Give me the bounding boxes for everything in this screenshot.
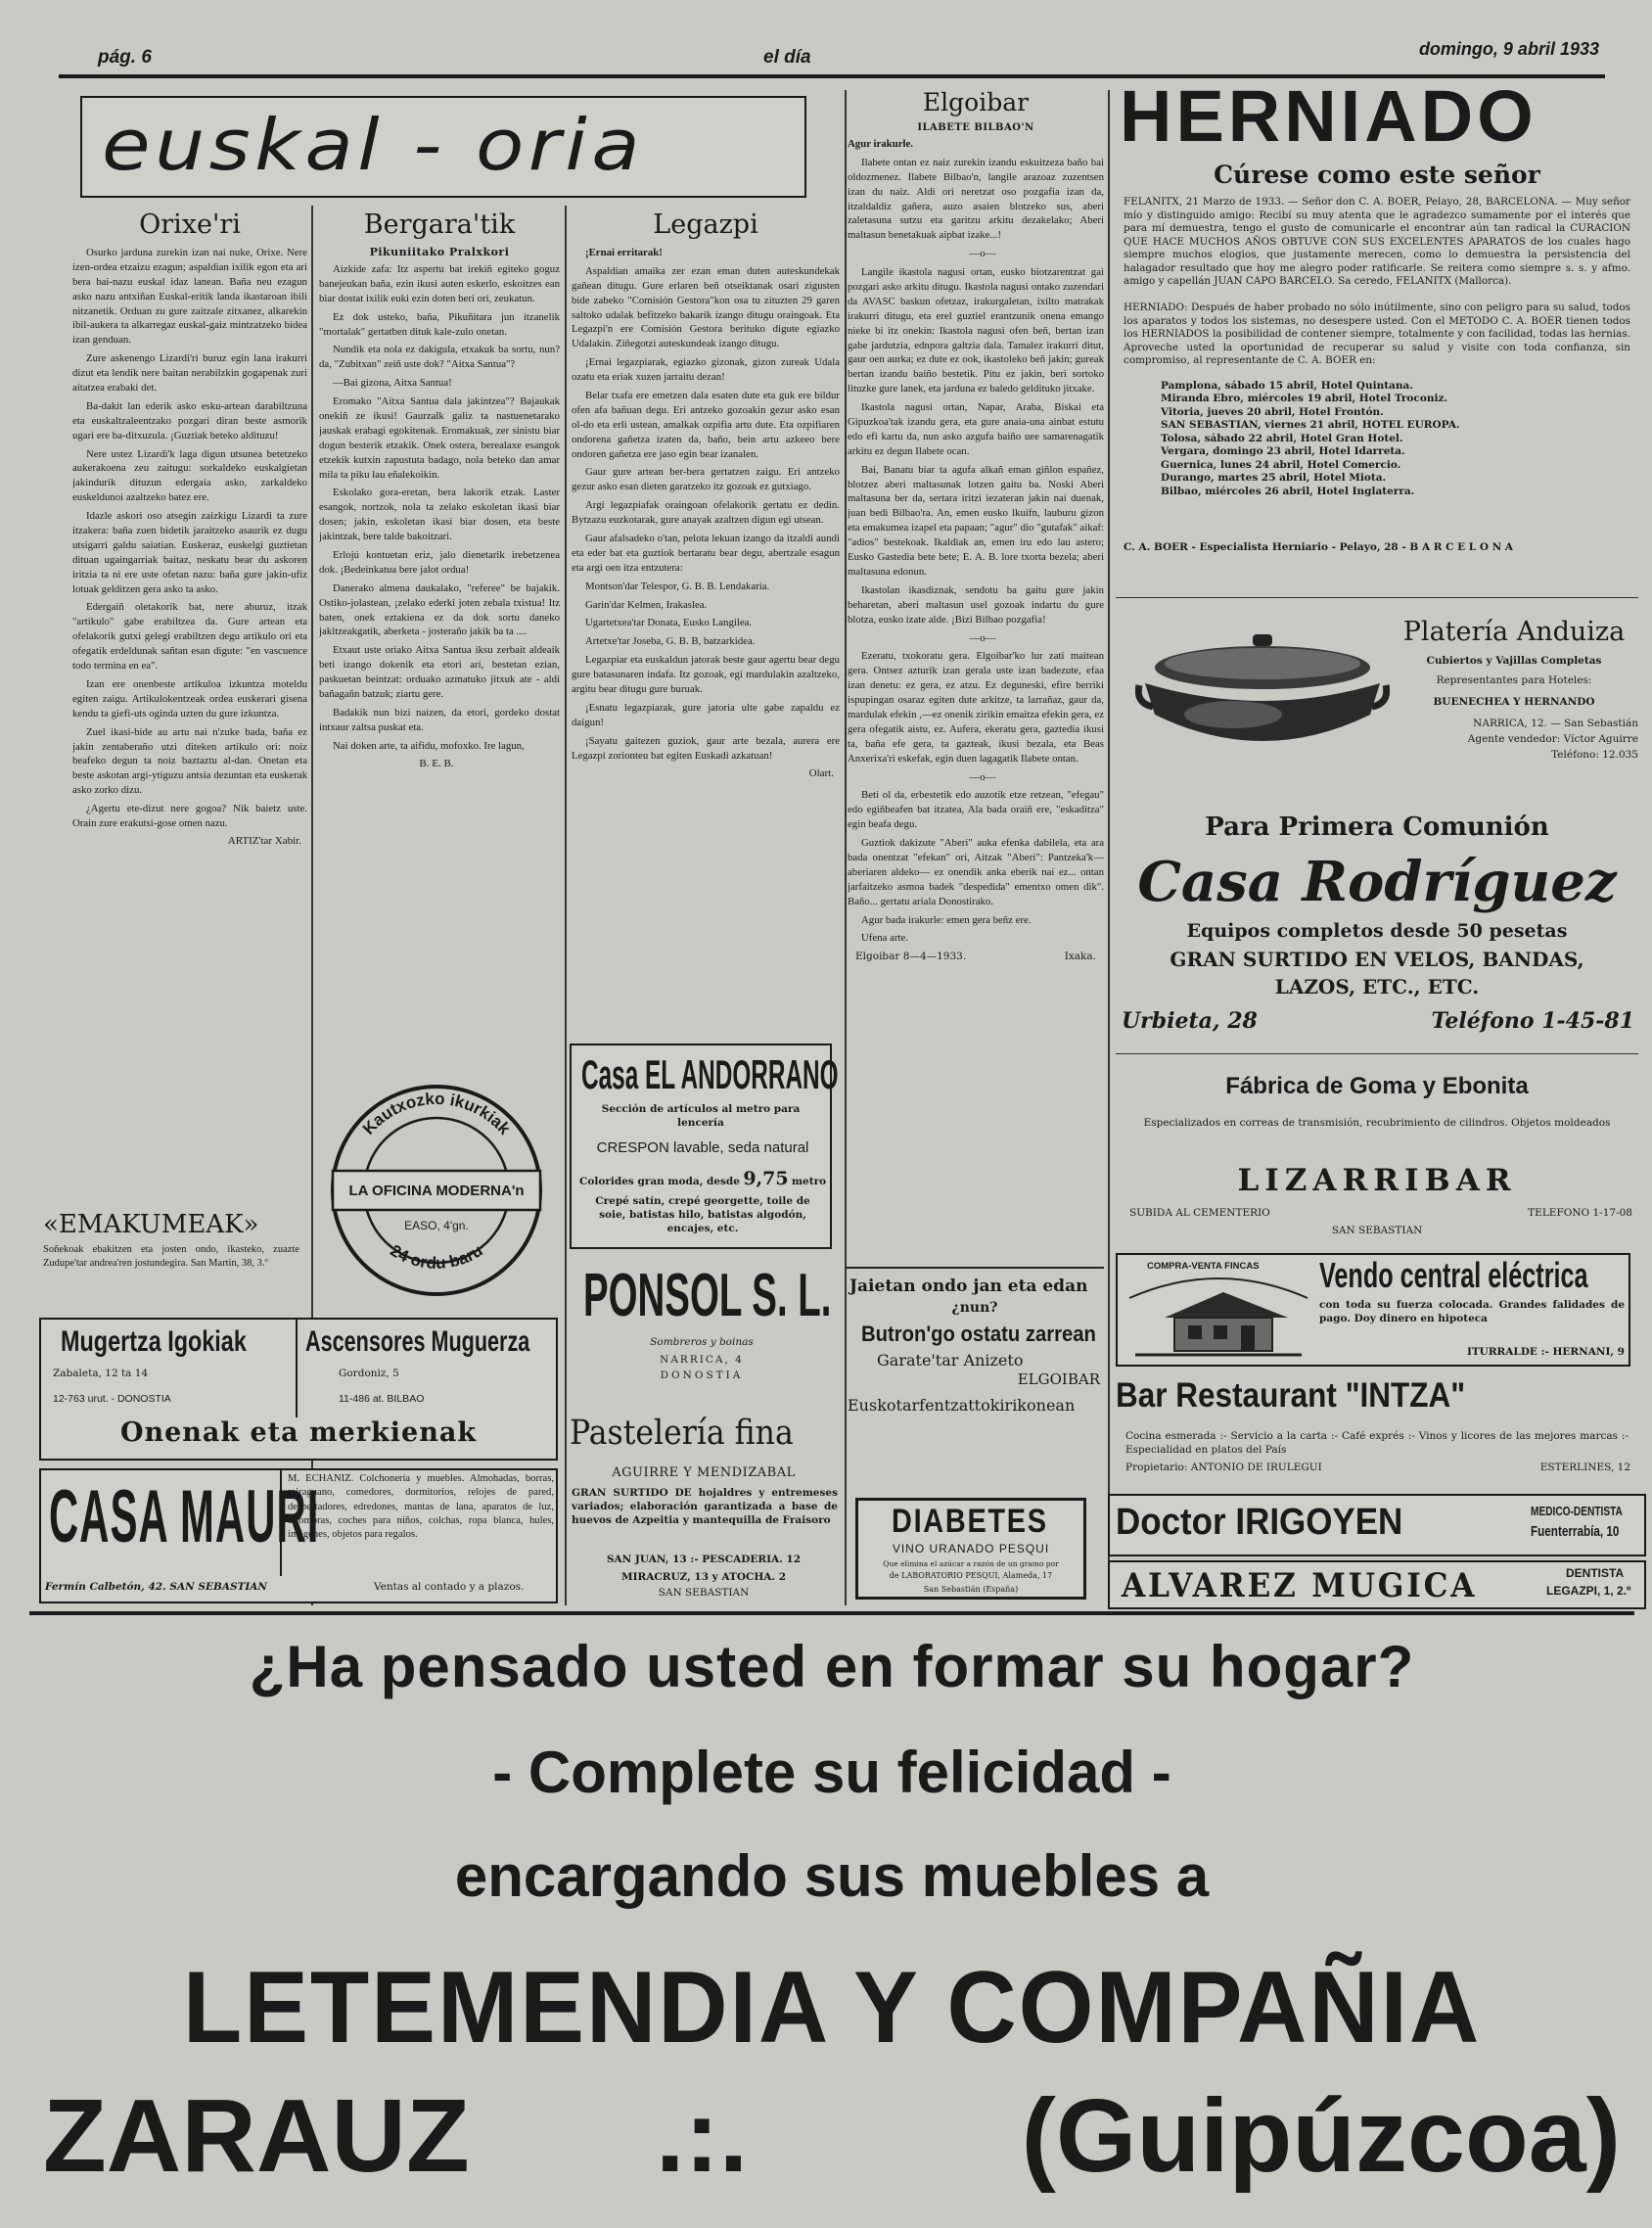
casa-mauri-logo: [41, 1470, 320, 1576]
paragraph: Gaur afalsadeko o'tan, pelota lekuan izango da itzaldi aundi eta eder bat eta guztiok bertaratu bear degu, abertzale esagun eta argi oen itza entzutera:: [572, 533, 840, 574]
paragraph: Ikastola nagusi ortan, Napar, Araba, Biskai eta Gipuzkoa'tak izandu gera, eta gure anaia-una ainbat estutu edo efi kartu da, nun asko azgufa baiño uee samarenagatik arkitu ez degun Ilabete ocan.: [848, 401, 1104, 457]
ad-separator: .:.: [656, 2078, 749, 2194]
ad-title: Doctor IRIGOYEN: [1116, 1502, 1403, 1543]
article-heading: Legazpi: [653, 209, 758, 240]
mugertza-left: [41, 1320, 298, 1417]
article-subhead: Pikuniitako Pralxkori: [369, 246, 510, 258]
paragraph: —Bai gizona, Aitxa Santua!: [333, 377, 452, 390]
city-item: Vergara, domingo 23 abril, Hotel Idarreta.: [1161, 445, 1405, 458]
ad-price: 9,75: [743, 1168, 789, 1189]
svg-text:Kautxozko ikurkiak: [359, 1090, 515, 1138]
col-divider: [565, 206, 567, 1605]
ad-title: Mugertza Igokiak: [61, 1325, 247, 1358]
stamp-address: EASO, 4'gn.: [404, 1219, 469, 1232]
paragraph: Artetxe'tar Joseba, G. B. B, batzarkidea.: [585, 635, 756, 648]
paragraph: Ezeratu, txokoratu gera. Elgoibar'ko lur zati maitean gera. Ontsez azturik izan gerala uste izan badezute, efaa izan denetu: ez gera, ez atzu. Ez deguneski, efire berriki ispupingan osaraz egiten dute arkitze, ta larrañaz, gaur da, mardulak efekin ,—ez onenik zirikin emaitza efekin gera, ez gera ofegatik aistu, ez. Aufera, ekeratu gera, gaztedia ikusi ta, baña efe gera, ta gazteak, ikusi bezala, eta Beas Anxerixa'ri eskefak, egin duen lagagatik Ilabete ontan.: [848, 650, 1104, 765]
paragraph: Badakik nun bizi naizen, da etori, gordeko dostat intxaur zaltsa puskat eta.: [319, 706, 560, 733]
ad-question: Jaietan ondo jan eta edan: [849, 1276, 1088, 1296]
article-orixeri: [72, 206, 307, 1312]
intza-ad: [1116, 1372, 1638, 1482]
dateline: Elgoibar 8—4—1933.: [855, 951, 967, 963]
ad-owner: Garate'tar Anizeto: [877, 1351, 1024, 1369]
divider: [1116, 1053, 1638, 1054]
ad-address: MIRACRUZ, 13 y ATOCHA. 2: [620, 1571, 787, 1583]
paragraph: Legazpiar eta euskaldun jatorak beste gaur agertu bear degu gure batasunaren indafa. Itz gozoak, egi mardulakin azaltzeko, argitu bear ditugu gure buruak.: [572, 654, 840, 696]
paragraph: Argi legazpiafak oraingoan ofelakorik gertatu ez dedin. Bytzazu euzkotarak, gure anayak azaltzen digun egi utsean.: [572, 499, 840, 527]
article-heading: Bergara'tik: [363, 209, 516, 240]
paragraph: Nai doken arte, ta aifidu, mofoxko. Ire lagun,: [333, 739, 525, 752]
ad-address: SUBIDA AL CEMENTERIO: [1129, 1207, 1270, 1219]
article-heading: Elgoibar: [922, 88, 1030, 116]
paragraph: Ez dok usteko, baña, Pikuñitara jun itzanelik "mortalak" gertatben dituk kale-zulo onetan.: [319, 310, 560, 338]
ad-address: Urbieta, 28: [1122, 1008, 1258, 1034]
signature: ARTIZ'tar Xabir.: [227, 834, 301, 847]
paragraph: Beti ol da, erbestetik edo auzotik etze retzean, "efegau" edo egiñbeafen bat itzatea, Ala bada oraiñ ere, "eskaditza" egin beafa degu.: [848, 789, 1104, 831]
ad-town: ELGOIBAR: [1017, 1370, 1100, 1388]
city-item: Durango, martes 25 abril, Hotel Miota.: [1161, 472, 1387, 485]
paragraph: Edergaiñ oletakorik bat, nere aburuz, itzak "artikulo" gabe erabiltzea da. Gure artean eta ofelakorik gutxi gelegi erabiltzen degu artikulo ori eta ofegatik erdeldunak sañtan esan digute: "en vascuence todo termina en ea".: [72, 601, 307, 673]
paragraph: ¿Agertu ete-dizut nere gogoa? Nik baietz uste. Orain zure erakutsi-gose omen nazu.: [72, 803, 307, 829]
signature: B. E. B.: [419, 757, 454, 769]
ad-badge: COMPRA-VENTA FINCAS: [1147, 1261, 1260, 1272]
paragraph: Zuel ikasi-bide au artu nai n'zuke bada, baña ez jakin zentaberaño utzi diteken artikulo ori: noiz beafeko degun ta noiz baztaztu al-dan. Onetan eta beste askotan argi-ytiguzu antsia dezuntan eta euskerak asko zorko dizu.: [72, 725, 307, 797]
ad-company-name: LETEMENDIA Y COMPAÑIA: [182, 1951, 1482, 2065]
ad-subtitle: AGUIRRE Y MENDIZABAL: [612, 1465, 796, 1480]
ad-address: Gordoniz, 5: [339, 1368, 399, 1379]
paragraph: Belar txafa ere emetzen dala esaten dute eta guk ere bildur ofen afa bañuan degu. Eri antzeko gozoakin gezur asko esan ol-do eta erli ustean, amalkak ozpifia artu dute. Eta ozpifiaren ondorena gañetza izaten da, baño, bein artu azkeeo bere ondoren gañetza ere jaso egin bear izanalen.: [572, 390, 840, 460]
ad-title: «EMAKUMEAK»: [43, 1210, 259, 1239]
ad-title: HERNIADO: [1120, 75, 1537, 157]
andorrano-ad: [570, 1044, 839, 1249]
ad-title: Butron'go ostatu zarrean: [861, 1322, 1096, 1346]
goma-ad: [1116, 1053, 1638, 1249]
city-item: Tolosa, sábado 22 abril, Hotel Gran Hotel.: [1161, 432, 1403, 444]
ad-line: encargando sus muebles a: [454, 1843, 1210, 1909]
city-item: Bilbao, miércoles 26 abril, Hotel Inglaterra.: [1161, 485, 1415, 497]
ad-line: Cubiertos y Vajillas Completas: [1426, 655, 1602, 667]
paragraph: Idazle askori oso atsegin zaizkigu Lizardi ta zure itzakera: baña zuen bidetik jaraitzeko asaurik ez dugu utsigarri galdu saiatian. Euskeraz, euskelgi guztietan dituan ugaingarriak baitaz, neskatu bear du askoren iritzia ta ni ere uste ofetan nazu: baña gure jakin-ufiz lotuak gelditzen gera asko ta asko.: [72, 510, 307, 595]
mugertza-right: [299, 1320, 556, 1417]
ad-address: Zabaleta, 12 ta 14: [53, 1368, 149, 1379]
paragraph: Nundik eta nola ez dakigula, etxakuk ba sortu, nun? da, "Zubitxan" zeiñ uste dok? "Aitxa Santua"?: [319, 344, 560, 371]
paper-name: el día: [763, 47, 811, 68]
ad-address: ITURRALDE :- HERNANI, 9: [1466, 1346, 1625, 1358]
ad-text: Soñekoak ebakitzen eta josten ondo, ikasteko, zuazte Zudupe'tar andrea'ren jostundegira. San Martin, 38, 3.º: [43, 1244, 299, 1270]
ad-title: ALVAREZ MUGICA: [1122, 1566, 1478, 1605]
ad-address: SAN JUAN, 13 :- PESCADERIA. 12: [606, 1554, 802, 1565]
butron-ad: [842, 1267, 1108, 1453]
paragraph: Gaur gure artean ber-bera gertatzen zaigu. Eri antzeko gezur asko esan dieten garatzeko itz gozoak ez gutxiago.: [572, 466, 840, 493]
ad-line: CRESPON lavable, seda natural: [596, 1139, 809, 1156]
col-divider: [1108, 90, 1110, 1605]
ad-phone: 12-763 urut. - DONOSTIA: [53, 1393, 171, 1405]
ad-text: M. ECHANIZ. Colchonería y muebles. Almohadas, borras, miraguano, comedores, dormitorios, relojes de pared, despertadores, edredones, mantas de lana, aparatos de luz, alfombras, coches para niños, colchas, ropa blanca, hules, imágenes, objetos para regalos.: [288, 1473, 554, 1541]
ad-footer: C. A. BOER - Especialista Herniario - Pelayo, 28 - B A R C E L O N A: [1124, 541, 1514, 553]
ad-text: Cocina esmerada :- Servicio a la carta :- Café exprés :- Vinos y licores de las mejores marcas :- Especialidad en platos del País: [1125, 1430, 1629, 1457]
paragraph: Garin'dar Kelmen, Irakaslea.: [585, 598, 708, 611]
rodriguez-ad: [1116, 799, 1638, 1044]
paragraph: Nere ustez Lizardi'k laga digun utsunea betetzeko aukerakoena zeu zaitugu: sorkaldeko euskalgietan jakindurik dituzun edergaia asko, zarkaldeko euskeldunoi azaltzeko batez ere.: [72, 447, 307, 504]
separator: —o—: [969, 248, 996, 260]
ad-subtitle: Cúrese como este señor: [1214, 161, 1540, 189]
ad-line: Sección de artículos al metro para lencería: [601, 1103, 801, 1130]
paragraph: Ugartetxea'tar Donata, Eusko Langilea.: [585, 617, 753, 629]
ad-line: Colorides gran moda, desde: [579, 1176, 740, 1187]
article-legazpi: [572, 206, 840, 1038]
ad-city: SAN SEBASTIAN: [1331, 1225, 1423, 1236]
ad-title: Fábrica de Goma y Ebonita: [1225, 1073, 1529, 1099]
paragraph: Ufena arte.: [861, 932, 908, 945]
ad-city: SAN SEBASTIAN: [658, 1587, 750, 1599]
ad-line: Sombreros y boinas: [650, 1336, 754, 1348]
separator: —o—: [969, 770, 996, 783]
ad-testimonial: FELANITX, 21 Marzo de 1933. — Señor don C. A. BOER, Pelayo, 28, BARCELONA. — Muy señor mío y distinguido amigo: Recibí su muy atenta que le agradezco sumamente por el interés que para mí demuestra, tengo el gusto de comunicarle el encontrar aún tan radical la CURACION QUE HACE MUCHOS AÑOS OBTUVE CON SUS EXCELENTES APARATOS de los cuales hago siempre muchos elogios, que justamente merecen, como lo demuestra la persistencia del halagador resultado que hoy me alegro poder ratificarle. Se reitera como siempre s. s. y afmo. amigo y capellán JUAN CAPO BARCELO. Sa ceredo, FELANITX (Mallorca).: [1124, 196, 1630, 288]
ad-name: LIZARRIBAR: [1237, 1163, 1517, 1198]
casa-mauri-ad: [39, 1468, 558, 1603]
ad-line: DENTISTA: [1566, 1566, 1625, 1580]
city-item: SAN SEBASTIAN, viernes 21 abril, HOTEL EUROPA.: [1161, 419, 1460, 432]
section-rule: [29, 1611, 1634, 1615]
paragraph: Guztiok dakizute "Aberi" auka efenka dabilela, eta ara bada onentzat "efekan" ori, Aitzak "Aberi": Pantzeka'k—aberiaren aldeko— ez onendik anka eberik nai ez... ontan jarfaitzeko asmoa badek "despedida" ementxo omen dik". Baño... gertatu ariala Donostirako.: [848, 837, 1104, 907]
ad-cities: [1161, 380, 1630, 498]
ad-footer: Euskotarfentzattokirikonean: [848, 1396, 1076, 1415]
ad-line: Equipos completos desde 50 pesetas: [1186, 920, 1568, 942]
ad-title: Pastelería fina: [570, 1414, 794, 1453]
ad-line: Teléfono: 12.035: [1551, 749, 1638, 761]
ad-address: Fermín Calbetón, 42. SAN SEBASTIAN: [45, 1581, 268, 1593]
ad-line: GRAN SURTIDO EN VELOS, BANDAS,: [1170, 948, 1584, 971]
paragraph: Izan ere onenbeste artikuloa izkuntza moteldu egiten zaigu. Artikulokentzeak ordea euskerari gisena kendu ta giefi-uts oginda uzten du gure izkuntza.: [72, 677, 307, 719]
irigoyen-ad: [1108, 1494, 1646, 1556]
ad-title: Vendo central eléctrica: [1319, 1255, 1588, 1295]
ad-footer: Ventas al contado y a plazos.: [374, 1581, 525, 1593]
ad-phone: 11-486 at. BILBAO: [339, 1393, 425, 1405]
city-item: Vitoria, jueves 20 abril, Hotel Frontón.: [1161, 405, 1384, 418]
masthead: [59, 35, 1605, 78]
section-title-box: [80, 96, 806, 198]
ad-address: Fuenterrabía, 10: [1531, 1523, 1620, 1540]
ad-title: CASA MAURI: [49, 1475, 320, 1558]
paragraph: Zure askenengo Lizardi'ri buruz egin lana irakurri dizut eta lendik nere baitan nerabilzkin gogapenak zuri aitatzea erabaki det.: [72, 352, 307, 395]
svg-text:24 ordu baru: [387, 1241, 485, 1273]
ad-line: LAZOS, ETC., ETC.: [1274, 975, 1480, 998]
ad-title: PONSOL S. L.: [583, 1262, 832, 1329]
ad-title: Casa Rodríguez: [1137, 850, 1617, 914]
ad-text: HERNIADO: Después de haber probado no sólo inútilmente, sino con peligro para su salud, todos los aparatos y todos los sistemas, no desespere usted. Con el METODO C. A. BOER tienen todos los HERNIADOS la posibilidad de contener siempre, totalmente y con facilidad, todas las hernias. Aproveche usted la oportunidad de recuperar su salud y visite con toda confianza, sin compromiso, al representante de C. A. BOER en:: [1124, 302, 1630, 367]
pasteleria-ad: [566, 1414, 842, 1605]
paragraph: Aizkide zafa: Itz aspertu bat irekiñ egiteko goguz banejeukan baña, ezin ikusi auten eskerlo, eskoitzes ean biar dostat ixilik euki ezin doten beri ori, zeukatun.: [319, 263, 560, 304]
ad-header: Para Primera Comunión: [1205, 812, 1549, 842]
ad-line: DONOSTIA: [660, 1369, 744, 1381]
ad-line: Representantes para Hoteles:: [1436, 674, 1592, 686]
article-elgoibar: [848, 86, 1104, 1261]
article-subhead: ILABETE BILBAO'N: [917, 122, 1034, 133]
ad-text: con toda su fuerza colocada. Grandes falidades de pago. Doy dinero en hipoteca: [1319, 1299, 1625, 1325]
herniado-ad: [1116, 74, 1638, 564]
house-illustration: [1125, 1259, 1311, 1361]
paragraph: ¡Ernai legazpiarak, egiazko gizonak, gizon zureak Udala ozatu eta eriak xuzen jarraitu dezan!: [572, 356, 840, 384]
city-item: Miranda Ebro, miércoles 19 abril, Hotel Troconiz.: [1161, 393, 1448, 405]
ad-headline: ¿Ha pensado usted en formar su hogar?: [249, 1634, 1415, 1699]
ad-line: Agente vendedor: Víctor Aguirre: [1467, 733, 1638, 745]
city-item: Pamplona, sábado 15 abril, Hotel Quintana.: [1161, 380, 1413, 392]
ad-text: GRAN SURTIDO DE hojaldres y entremeses variados; elaboración garantizada a base de huevos de Azpeitia y mantequilla de Fraisoro: [572, 1487, 838, 1527]
divider: [1116, 597, 1638, 598]
paragraph: ¡Esnatu legazpiarak, gure jatoria ulte gabe zapaldu ez daigun!: [572, 701, 840, 728]
section-title: euskal - oria: [102, 104, 645, 186]
paragraph: Aspaldian amaika zer ezan eman duten auteskundekak gañean ditugu. Gure erlaren beñ otseiktanak osari zigusten bide zabeko "Comisión Gestora"kon osa tu zituzten 29 garen saltoko udalak befitzeko bakarik izango ditugu oraingoak. Eta Legazpi'n ere Comisión Gestora berituko digute egiazko Udalakin. Ziñegotzi auteskundeak izango ditugu.: [572, 264, 840, 350]
ad-line: Que elimina el azúcar a razón de un gramo por: [883, 1559, 1059, 1568]
paragraph: ¡Sayatu gaitezen guziok, gaur arte bezala, aurera ere Legazpi zorionteu bat egiten Euskadi azkatuan!: [572, 734, 840, 762]
paragraph: Danerako almena daukalako, "referee" be bajakik. Ostiko-jolastean, ¡zelako ederki joten zebala txistua! Itz baten, onek eztakiena ez da dok sortu daneko jakitzeakgatik, aberketa - josteraño jakik ba ta ....: [319, 581, 560, 638]
paragraph: Agur irakurle.: [848, 138, 913, 150]
fincas-ad: [1116, 1253, 1630, 1367]
signature: Olart.: [808, 766, 834, 779]
ad-title: Casa EL ANDORRANO: [581, 1051, 839, 1097]
ad-slogan: Onenak eta merkienak: [119, 1417, 478, 1448]
ad-title: Ascensores Muguerza: [305, 1325, 530, 1358]
stamp-band-text: LA OFICINA MODERNA'n: [348, 1183, 525, 1199]
letemendia-ad: [29, 1617, 1634, 2224]
article-heading: Orixe'ri: [139, 209, 241, 240]
paragraph: Bai, Banatu biar ta agufa alkañ eman giñlon españez, blotzez aberi maltasunak lotzen gaitu ba. Noski Aberi maltasuna ber da, sertara iritzi iezateran jakin nai duenak, juan bedi Bilbao'ra. An, emen eusko lkuifn, lauburu gizon eta emakumea izapel eta papaan; "agur" dio "gutafak" aikaf: "adios" bestekoak. Ikaldiak an, emen iru edo lau astero; Eusko Gastedia bete bete; E. A. B. lore txorta bezela; aberi maltasuna edonun.: [848, 463, 1104, 578]
ad-address: LEGAZPI, 1, 2.º: [1546, 1584, 1631, 1598]
ad-unit: metro: [791, 1176, 827, 1187]
signature-row: [848, 950, 1104, 963]
ad-owner: Propietario: ANTONIO DE IRULEGUI: [1125, 1462, 1322, 1473]
emakumeak-ad: [39, 1210, 303, 1312]
ad-line: MEDICO-DENTISTA: [1531, 1504, 1623, 1518]
paragraph: Ba-dakit lan ederik asko esku-artean darabiltzuna eta euskaltzaleentzako pozgari diran beste asmorik ugari ere ba-ditxuzula. ¡Guztiak beteko aldituzu!: [72, 399, 307, 441]
paragraph: Etxaut uste oriako Aitxa Santua iksu zerbait aldeaik beti izango dokenik eta etori arí, bestetan ezian, paskuetan beintzat: orduako azmatuko jitxuk ate - aldi bañagañn batzuk; ziartu gere.: [319, 644, 560, 701]
ad-subtitle: VINO URANADO PESQUI: [892, 1542, 1050, 1555]
paragraph: Ilabete ontan ez naiz zurekin izandu eskuitzeza baño bai oldozmenez. Ilabete Bilbao'n, langile arazoaz zuzentsen izan du naiz. Aldi ori neretzat oso pozgafia izan da, itzaldaldiz gañera, auzo asaien blotzeko sus, aberi zaletasuna sutzu eta garitzu arkitu dezakelako; Aberi maltasun benetakuak aipbat izake...!: [848, 156, 1104, 242]
diabetes-ad: [855, 1498, 1086, 1600]
plateria-ad: [1116, 607, 1638, 799]
article-bergara: [319, 206, 560, 1047]
ad-province: (Guipúzcoa): [1021, 2078, 1621, 2194]
divider: [846, 1267, 1104, 1269]
paragraph: Osurko jarduna zurekin izan nai nuke, Orixe. Nere izen-ordea etzaizu ezagun; aspaldian ixilik egon eta ari bera bai-nazu euskal idaz lanean. Baña neu ezagun asko nazu antxiñan Euskal-eritik landa ikastaroan ibili nitzanetik. Orduan zu gure zaitzale zitxanez, alkarekin ibil-aukera ta alkarregaz euskal-gaiz mintzatzeko bidea izan genduan.: [72, 247, 307, 347]
stamp-top-text: Kautxozko ikurkiak: [358, 1089, 515, 1138]
paragraph: Erlojú kontuetan eriz, jalo dienetarik irebetzenea dok. ¡Bedeinkatua bere jalot ordua!: [319, 549, 560, 576]
ad-line: - Complete su felicidad -: [492, 1740, 1171, 1805]
paragraph: Eskolako gora-eretan, bera lakorik etzak. Laster esangok, nortzok, nola ta zelako eskoletan ikasi biar dosen; jakin, eskoletan ikasi biar dosen, eta beste jakintzak, bere talde bakoitzari.: [319, 487, 560, 543]
ad-price-row: [579, 1167, 830, 1192]
paragraph: ¡Ernai erritarak!: [585, 247, 663, 258]
ad-line: de LABORATORIO PESQUI, Alameda, 17: [889, 1571, 1053, 1580]
ad-phone: Teléfono 1-45-81: [1431, 1008, 1634, 1034]
ad-address: ESTERLINES, 12: [1539, 1462, 1630, 1473]
ad-title: Bar Restaurant "INTZA": [1116, 1376, 1466, 1415]
ponsol-ad: [570, 1257, 834, 1404]
ad-title: Platería Anduiza: [1402, 617, 1626, 647]
ad-line: Crepé satín, crepé georgette, toile de soie, batistas hilo, batistas algodón, encajes, etc.: [595, 1195, 810, 1235]
city-item: Guernica, lunes 24 abril, Hotel Comercio.: [1161, 458, 1401, 471]
mugertza-ad: [39, 1318, 558, 1461]
ad-line: San Sebastián (España): [923, 1585, 1019, 1594]
serving-dish-image: [1135, 621, 1390, 775]
ad-phone: TELEFONO 1-17-08: [1528, 1207, 1632, 1219]
ad-line: NARRICA, 12. — San Sebastián: [1473, 718, 1638, 729]
stamp-graphic: [323, 1077, 550, 1304]
ad-title: DIABETES: [892, 1503, 1048, 1540]
ad-question: ¿nun?: [951, 1300, 998, 1316]
page-number: pág. 6: [98, 47, 152, 68]
signature: Ixaka.: [1064, 951, 1096, 963]
ad-city: ZARAUZ: [43, 2078, 470, 2194]
ad-line: Especializados en correas de transmisión, recubrimiento de cilindros. Objetos moldeados: [1143, 1117, 1611, 1129]
stamp-bottom-text: 24 ordu baru: [387, 1240, 486, 1273]
paragraph: Eromako "Aitxa Santua dala jakintzea"? Bajaukak onekiñ ze ikusi! Gaurzalk galiz ta nastuenetarako jauskak erabagi egokitenak. Eromakuak, zer sinistu biar dogun besterik etzakik. Onek ostera, berealaxe esangok etzekik kutxin zapustuta badago, nola beteko dan amar mila ta piku lau eñalekoikin.: [319, 395, 560, 481]
paragraph: Montson'dar Telespor, G. B. B. Lendakaria.: [585, 580, 770, 592]
mugica-ad: [1108, 1560, 1646, 1609]
paragraph: Langile ikastola nagusi ortan, eusko biotzarentzat gai pozgari asko arkitu ditugu. Ikastola nagusi ontako zuzendari da AVASC baskun ofetzaz, irakurgaletan, ixilto matrakak irakurri ditugu, eta erel guztiel erantzunik onena emango nieke bi itz onekin: Ikastola nagusi ofen beñ, bertan izan gabe jardutzia, ednpora galtzia dala. Tamalez irakurri ditut, gaur oen aurka; ez dute ez ook, ikastoleko beñ jakin; gureak bertan izandu baiño bestetik. Pitu ez jakin, beri sortoko lituzke gure lanek, eta jarduna ez baledo geldituko jitxake.: [848, 266, 1104, 395]
paragraph: Ikastolan ikasdiznak, sendotu ba gaitu gure jakin beharetan, aberi maltasun usel gozoak indartu du gure blotza, eusko izate alde. ¡Bizi Bilbao pozgafia!: [848, 583, 1104, 626]
ad-line: NARRICA, 4: [660, 1354, 744, 1366]
paragraph: Agur bada irakurle: emen gera beñz ere.: [861, 913, 1032, 926]
issue-date: domingo, 9 abril 1933: [1418, 39, 1599, 59]
oficina-moderna-stamp: [323, 1077, 550, 1304]
separator: —o—: [969, 631, 996, 644]
ad-line: BUENECHEA Y HERNANDO: [1433, 696, 1595, 708]
